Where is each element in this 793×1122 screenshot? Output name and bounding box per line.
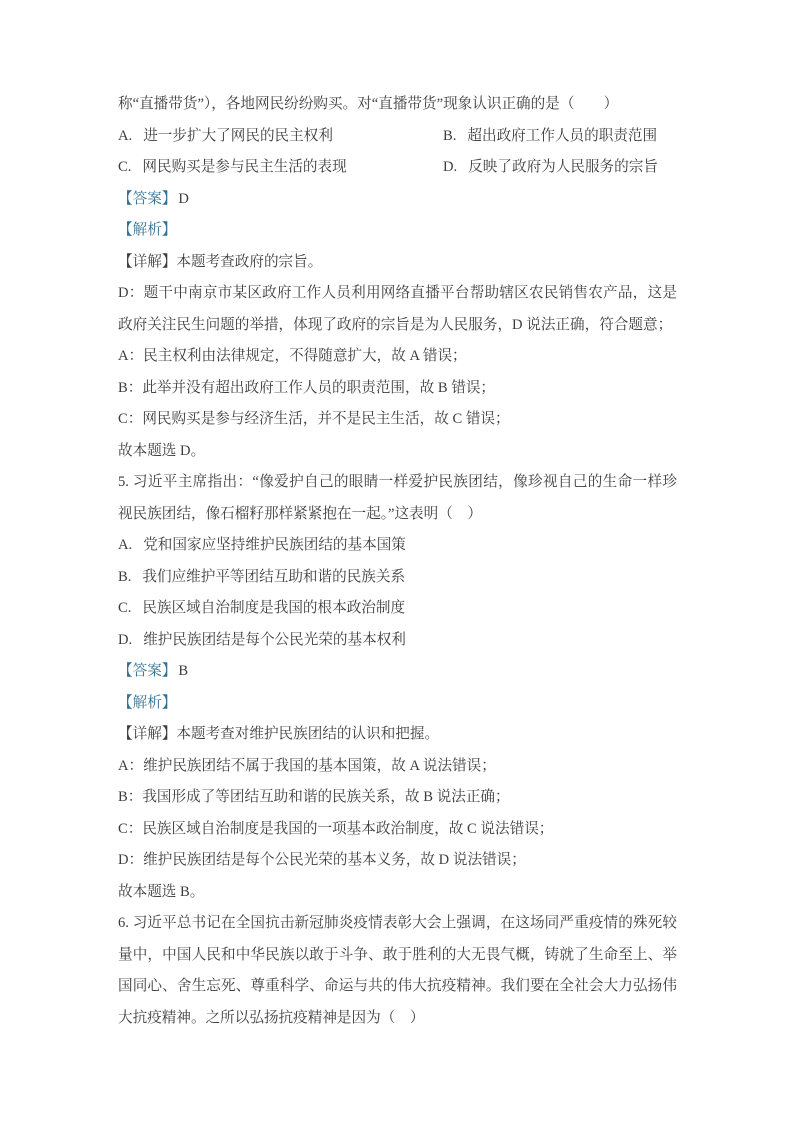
answer-label: 【答案】 (118, 663, 177, 679)
q5-option-a (118, 530, 677, 562)
q5-option-d (118, 625, 677, 657)
q5-option-b-letter: B. (118, 568, 132, 585)
q5-option-a-letter: A. (118, 537, 133, 553)
q5-option-d-text: 维护民族团结是每个公民光荣的基本权利 (143, 631, 406, 648)
q4-option-c (118, 152, 443, 184)
q5-stem: 5. 习近平主席指出：“像爱护自己的眼睛一样爱护民族团结，像珍视自己的生命一样珍视民族团结，像石榴籽那样紧紧抱在一起。”这表明（ ） (118, 474, 677, 522)
q5-conclusion: 故本题选 B。 (118, 883, 205, 900)
answer-label: 【答案】 (118, 190, 177, 207)
q4-option-a-text: 进一步扩大了网民的民主权利 (143, 127, 333, 144)
detail-label: 【详解】 (118, 726, 177, 742)
q4-option-b-text: 超出政府工作人员的职责范围 (467, 127, 658, 144)
q4-option-a-letter: A. (118, 127, 133, 144)
q4-detail-c: C：网民购买是参与经济生活，并不是民主生活，故 C 错误； (118, 411, 510, 427)
detail-label: 【详解】 (118, 253, 177, 270)
q5-option-b-text: 我们应维护平等团结互助和谐的民族关系 (142, 568, 406, 585)
q4-answer-line (118, 184, 677, 216)
q4-stem: 称“直播带货”），各地网民纷纷购买。对“直播带货”现象认识正确的是（ ） (118, 96, 619, 112)
q5-option-c-letter: C. (118, 600, 132, 616)
q5-option-d-letter: D. (118, 631, 133, 648)
q5-option-b (118, 562, 677, 594)
q5-option-a-text: 党和国家应坚持维护民族团结的基本国策 (143, 537, 406, 553)
q4-option-d (443, 152, 677, 184)
q5-detail-intro: 本题考查对维护民族团结的认识和把握。 (176, 726, 440, 742)
q5-detail-c: C：民族区域自治制度是我国的一项基本政治制度，故 C 说法错误； (118, 820, 554, 837)
q4-option-c-text: 网民购买是参与民主生活的表现 (142, 159, 347, 175)
q4-analysis-line (118, 215, 677, 247)
q4-option-b-letter: B. (443, 127, 457, 144)
q4-detail-a: A：民主权利由法律规定，不得随意扩大，故 A 错误； (118, 348, 467, 364)
analysis-label: 【解析】 (118, 694, 177, 711)
q4-conclusion: 故本题选 D。 (118, 442, 206, 459)
q5-detail-b: B：我国形成了等团结互助和谐的民族关系，故 B 说法正确； (118, 789, 510, 805)
q4-option-a (118, 121, 443, 153)
q5-option-c-text: 民族区域自治制度是我国的根本政治制度 (142, 600, 406, 616)
q5-detail-intro-line (118, 719, 677, 751)
q5-answer-line (118, 656, 677, 688)
q4-option-b (443, 121, 677, 153)
q6-stem: 6. 习近平总书记在全国抗击新冠肺炎疫情表彰大会上强调，在这场同严重疫情的殊死较量中，中国人民和中华民族以敢于斗争、敢于胜利的大无畏气概，铸就了生命至上、举国同心、舍生忘死、尊重科学、命运与共的伟大抗疫精神。我们要在全社会大力弘扬伟大抗疫精神。之所以弘扬抗疫精神是因为（ ） (118, 915, 677, 1026)
q4-detail-intro: 本题考查政府的宗旨。 (176, 253, 323, 270)
q4-option-d-letter: D. (443, 159, 458, 175)
q5-option-c (118, 593, 677, 625)
q4-detail-b: B：此举并没有超出政府工作人员的职责范围，故 B 错误； (118, 379, 496, 396)
q5-detail-d: D：维护民族团结是每个公民光荣的基本义务，故 D 说法错误； (118, 852, 526, 868)
q4-option-d-text: 反映了政府为人民服务的宗旨 (468, 159, 658, 175)
q5-analysis-line (118, 688, 677, 720)
q4-options-row-2 (118, 152, 677, 184)
analysis-label: 【解析】 (118, 222, 177, 238)
q5-answer-value: B (178, 663, 189, 679)
q4-option-c-letter: C. (118, 159, 132, 175)
q4-detail-d: D：题干中南京市某区政府工作人员利用网络直播平台帮助辖区农民销售农产品，这是政府关注民生问题的举措，体现了政府的宗旨是为人民服务，D 说法正确，符合题意； (118, 285, 677, 333)
q4-detail-intro-line (118, 247, 677, 279)
q5-detail-a: A：维护民族团结不属于我国的基本国策，故 A 说法错误； (118, 757, 496, 774)
q4-options-row-1 (118, 121, 677, 153)
q4-answer-value: D (178, 190, 189, 207)
